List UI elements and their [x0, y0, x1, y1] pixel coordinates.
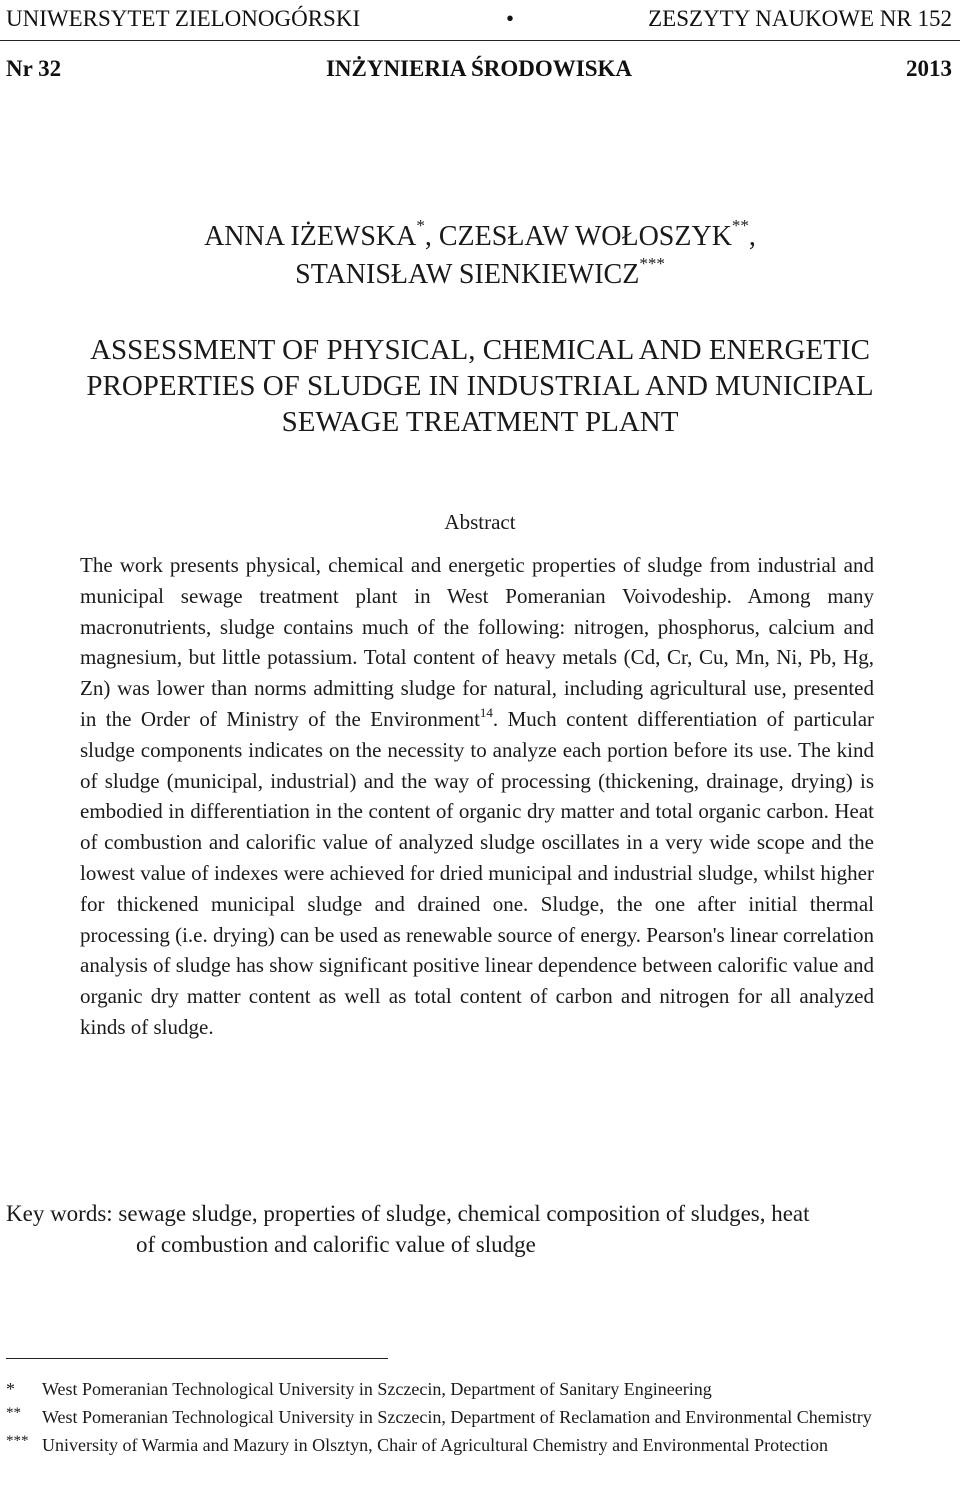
footnotes	[6, 1376, 950, 1460]
keywords-line-1: Key words: sewage sludge, properties of sludge, chemical composition of sludges, heat	[6, 1201, 810, 1226]
footnote	[6, 1376, 950, 1402]
university-name: UNIWERSYTET ZIELONOGÓRSKI	[6, 6, 361, 31]
footnote-text: University of Warmia and Mazury in Olsztyn, Chair of Agricultural Chemistry and Environmental Protection	[42, 1435, 829, 1455]
footnote	[6, 1404, 950, 1430]
issue-number: Nr 32	[6, 56, 62, 81]
title-line-1: ASSESSMENT OF PHYSICAL, CHEMICAL AND ENERGETIC	[90, 334, 870, 366]
header-bullet: •	[506, 6, 515, 31]
keywords	[6, 1198, 946, 1260]
affiliation-mark-1: *	[416, 216, 425, 235]
footnote-text: West Pomeranian Technological University in Szczecin, Department of Sanitary Engineering	[42, 1379, 712, 1399]
affiliation-mark-3: ***	[639, 254, 665, 273]
footnote-mark: *	[6, 1379, 15, 1399]
author-list	[0, 218, 960, 294]
author-2: , CZESŁAW WOŁOSZYK	[424, 221, 732, 252]
issue-header	[6, 56, 952, 86]
title-line-2: PROPERTIES OF SLUDGE IN INDUSTRIAL AND MUNICIPAL	[86, 370, 874, 402]
journal-field: INŻYNIERIA ŚRODOWISKA	[325, 56, 633, 81]
affiliation-mark-2: **	[731, 216, 749, 235]
footnote-rule	[6, 1358, 388, 1359]
journal-name: ZESZYTY NAUKOWE NR 152	[648, 6, 952, 31]
title-line-3: SEWAGE TREATMENT PLANT	[281, 406, 679, 438]
abstract-reference: 14	[479, 704, 493, 720]
running-header	[6, 6, 952, 36]
abstract-heading: Abstract	[444, 510, 516, 534]
header-rule	[0, 40, 960, 41]
abstract-body	[80, 550, 874, 1043]
author-line-1	[0, 218, 960, 256]
footnote-mark: **	[6, 1405, 21, 1421]
footnote	[6, 1432, 950, 1458]
author-line-2	[0, 256, 960, 294]
issue-year: 2013	[906, 56, 952, 81]
author-1: ANNA IŻEWSKA	[204, 221, 417, 252]
paper-title	[0, 332, 960, 440]
footnote-mark: ***	[6, 1433, 29, 1449]
abstract-text-1: The work presents physical, chemical and energetic properties of sludge from industrial and municipal sewage treatment plant in West Pomeranian Voivodeship. Among many macronutrients, sludge contains much of the following: nitrogen, phosphorus, calcium and magnesium, but little potassium. Total content of heavy metals (Cd, Cr, Cu, Mn, Ni, Pb, Hg, Zn) was lower than norms admitting sludge for natural, including agricultural use, presented in the Order of Ministry of the Environment	[80, 553, 874, 731]
keywords-line-2: of combustion and calorific value of sludge	[136, 1232, 536, 1257]
author-comma: ,	[748, 221, 756, 252]
author-3: STANISŁAW SIENKIEWICZ	[295, 259, 640, 290]
abstract-text-2: . Much content differentiation of particular sludge components indicates on the necessity to analyze each portion before its use. The kind of sludge (municipal, industrial) and the way of processing (thickening, drainage, drying) is embodied in differentiation in the content of organic dry matter and total organic carbon. Heat of combustion and calorific value of analyzed sludge oscillates in a very wide scope and the lowest value of indexes were achieved for dried municipal and industrial sludge, whilst higher for thickened municipal sludge and drained one. Sludge, the one after initial thermal processing (i.e. drying) can be used as renewable source of energy. Pearson's linear correlation analysis of sludge has show significant positive linear dependence between calorific value and organic dry matter content as well as total content of carbon and nitrogen for all analyzed kinds of sludge.	[80, 706, 875, 1039]
footnote-text: West Pomeranian Technological University in Szczecin, Department of Reclamation and Environmental Chemistry	[42, 1407, 872, 1427]
